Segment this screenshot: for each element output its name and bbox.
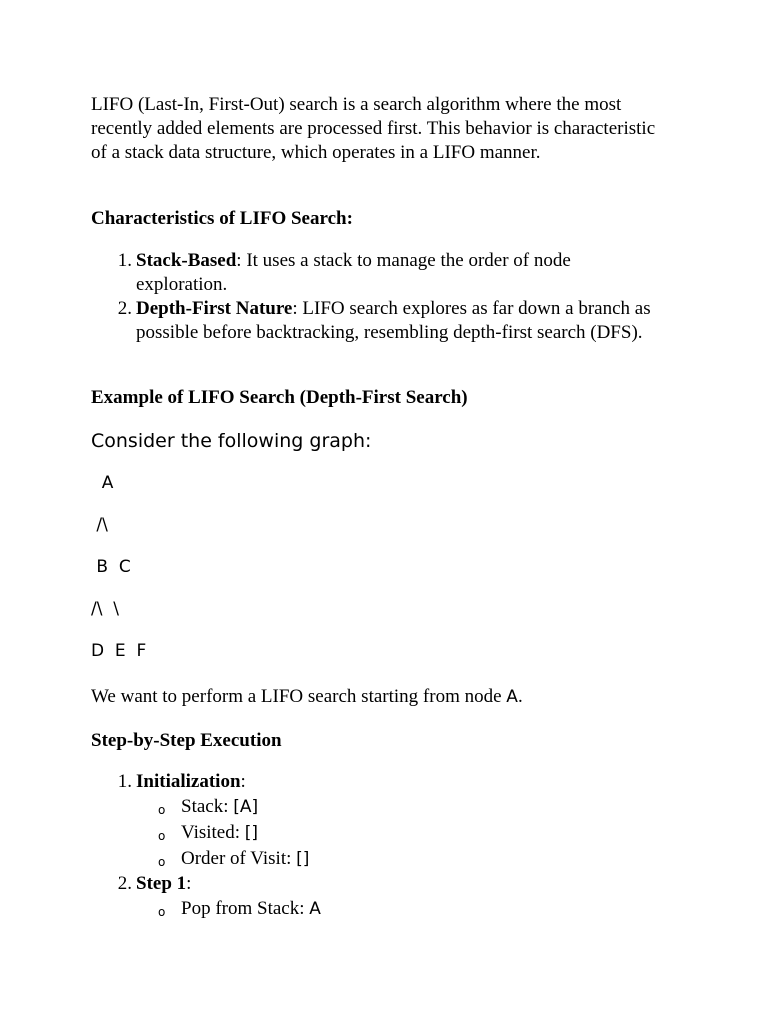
goal-sentence xyxy=(91,685,523,709)
goal-prefix: We want to perform a LIFO search starting from node xyxy=(91,686,507,707)
item-description: : It uses a stack to manage the order of node exploration. xyxy=(136,250,571,295)
goal-suffix: . xyxy=(517,686,523,707)
sub-item-text xyxy=(181,847,309,871)
step-title: Initialization xyxy=(136,771,241,792)
goal-node: A xyxy=(506,687,518,707)
graph-line: /\ \ xyxy=(91,599,119,619)
characteristics-heading: Characteristics of LIFO Search: xyxy=(91,208,353,229)
list-item-body xyxy=(136,249,666,297)
sub-label: Stack: xyxy=(181,796,234,817)
graph-line: B C xyxy=(91,557,131,577)
sub-label: Order of Visit: xyxy=(181,848,297,869)
intro-paragraph: LIFO (Last-In, First-Out) search is a search algorithm where the most recently added elements are processed first. This behavior is characteristic of a stack data structure, which operates in a LIFO manner. xyxy=(91,94,656,163)
sub-item-text xyxy=(181,795,258,819)
sub-item-text xyxy=(181,821,258,845)
sub-value: [] xyxy=(296,849,310,869)
sub-value: A xyxy=(309,899,321,919)
graph-line: A xyxy=(91,473,114,493)
step-colon: : xyxy=(186,873,192,894)
list-item-body xyxy=(136,297,666,345)
sub-value: [A] xyxy=(233,797,259,817)
sub-label: Pop from Stack: xyxy=(181,898,310,919)
item-description: : LIFO search explores as far down a branch as possible before backtracking, resembling depth-first search (DFS). xyxy=(136,298,651,343)
sub-value: [] xyxy=(244,823,259,843)
list-number: 2. xyxy=(117,298,132,319)
sub-label: Visited: xyxy=(181,822,245,843)
example-heading: Example of LIFO Search (Depth-First Search) xyxy=(91,387,468,408)
step-title: Step 1 xyxy=(136,873,187,894)
term-stack-based: Stack-Based xyxy=(136,250,237,271)
graph-line: D E F xyxy=(91,641,147,661)
list-item-body xyxy=(136,770,666,794)
sub-item-text xyxy=(181,897,321,921)
list-number: 2. xyxy=(117,873,132,894)
circle-bullet-icon: o xyxy=(158,829,166,843)
list-number: 1. xyxy=(117,771,132,792)
circle-bullet-icon: o xyxy=(158,855,166,869)
list-number: 1. xyxy=(117,250,132,271)
circle-bullet-icon: o xyxy=(158,803,166,817)
consider-text: Consider the following graph: xyxy=(91,430,372,452)
term-depth-first-nature: Depth-First Nature xyxy=(136,298,293,319)
step-colon: : xyxy=(240,771,246,792)
list-item-body xyxy=(136,872,666,896)
graph-line: /\ xyxy=(91,515,108,535)
execution-heading: Step-by-Step Execution xyxy=(91,730,282,751)
circle-bullet-icon: o xyxy=(158,905,166,919)
